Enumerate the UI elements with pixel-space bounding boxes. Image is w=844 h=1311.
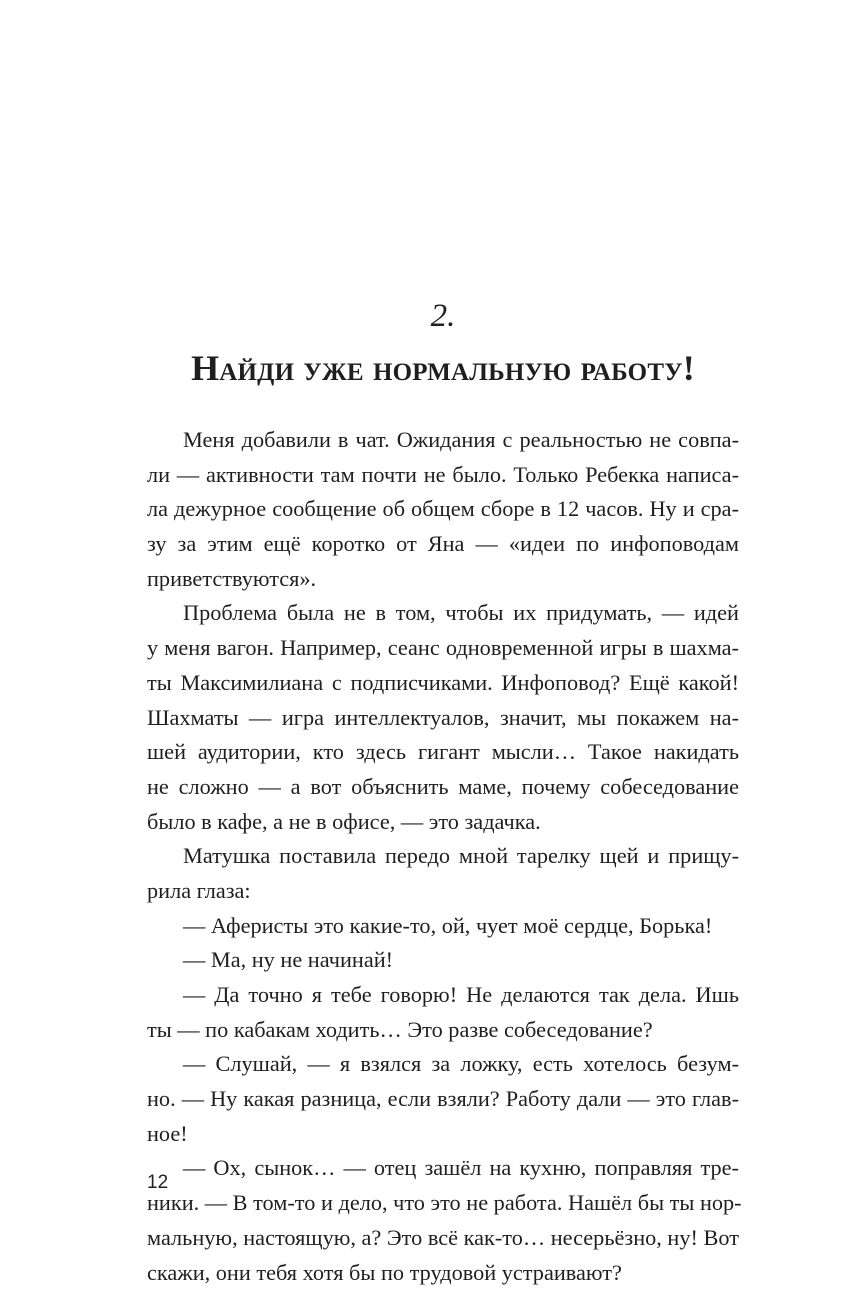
text-line: ники. — В том-то и дело, что это не работа. Нашёл бы ты нор- bbox=[147, 1190, 742, 1216]
text-line: — Ма, ну не начинай! bbox=[183, 947, 394, 973]
text-line: ла дежурное сообщение об общем сборе в 12 часов. Ну и сра- bbox=[147, 496, 739, 522]
text-line: — Аферисты это какие-то, ой, чует моё сердце, Борька! bbox=[183, 912, 713, 938]
text-line: скажи, они тебя хотя бы по трудовой устраивают? bbox=[147, 1259, 622, 1285]
text-line: не сложно — а вот объяснить маме, почему собеседование bbox=[147, 773, 739, 799]
text-line: Меня добавили в чат. Ожидания с реальностью не совпа- bbox=[183, 427, 739, 452]
text-line: ты Максимилиана с подписчиками. Инфоповод? Ещё какой! bbox=[147, 669, 739, 695]
text-line: — Ох, сынок… — отец зашёл на кухню, поправляя тре- bbox=[183, 1155, 739, 1181]
text-line: Шахматы — игра интеллектуалов, значит, мы покажем на- bbox=[147, 704, 739, 730]
text-line: рила глаза: bbox=[147, 877, 251, 903]
text-line: приветствуются». bbox=[147, 565, 317, 591]
text-line: — Да точно я тебе говорю! Не делаются так дела. Ишь bbox=[183, 982, 739, 1007]
text-line: было в кафе, а не в офисе, — это задачка. bbox=[147, 808, 541, 834]
body-text bbox=[147, 423, 742, 1290]
text-line: зу за этим ещё коротко от Яна — «идеи по инфоповодам bbox=[147, 531, 739, 557]
chapter-number: 2. bbox=[430, 298, 456, 334]
text-line: но. — Ну какая разница, если взяли? Работу дали — это глав- bbox=[147, 1086, 739, 1112]
text-line: ты — по кабакам ходить… Это разве собеседование? bbox=[147, 1016, 653, 1042]
text-line: мальную, настоящую, а? Это всё как-то… несерьёзно, ну! Вот bbox=[147, 1224, 739, 1250]
text-line: ное! bbox=[147, 1120, 188, 1146]
text-line: Проблема была не в том, чтобы их придумать, — идей bbox=[183, 600, 739, 626]
text-line: ли — активности там почти не было. Только Ребекка написа- bbox=[147, 461, 739, 487]
chapter-title: Найди уже нормальную работу! bbox=[191, 348, 695, 388]
text-line: — Слушай, — я взялся за ложку, есть хотелось безум- bbox=[183, 1051, 739, 1077]
text-line: Матушка поставила передо мной тарелку щей и прищу- bbox=[183, 843, 739, 869]
text-line: у меня вагон. Например, сеанс одновременной игры в шахма- bbox=[147, 635, 739, 661]
text-line: шей аудитории, кто здесь гигант мысли… Такое накидать bbox=[147, 739, 739, 765]
page-number: 12 bbox=[147, 1172, 169, 1193]
